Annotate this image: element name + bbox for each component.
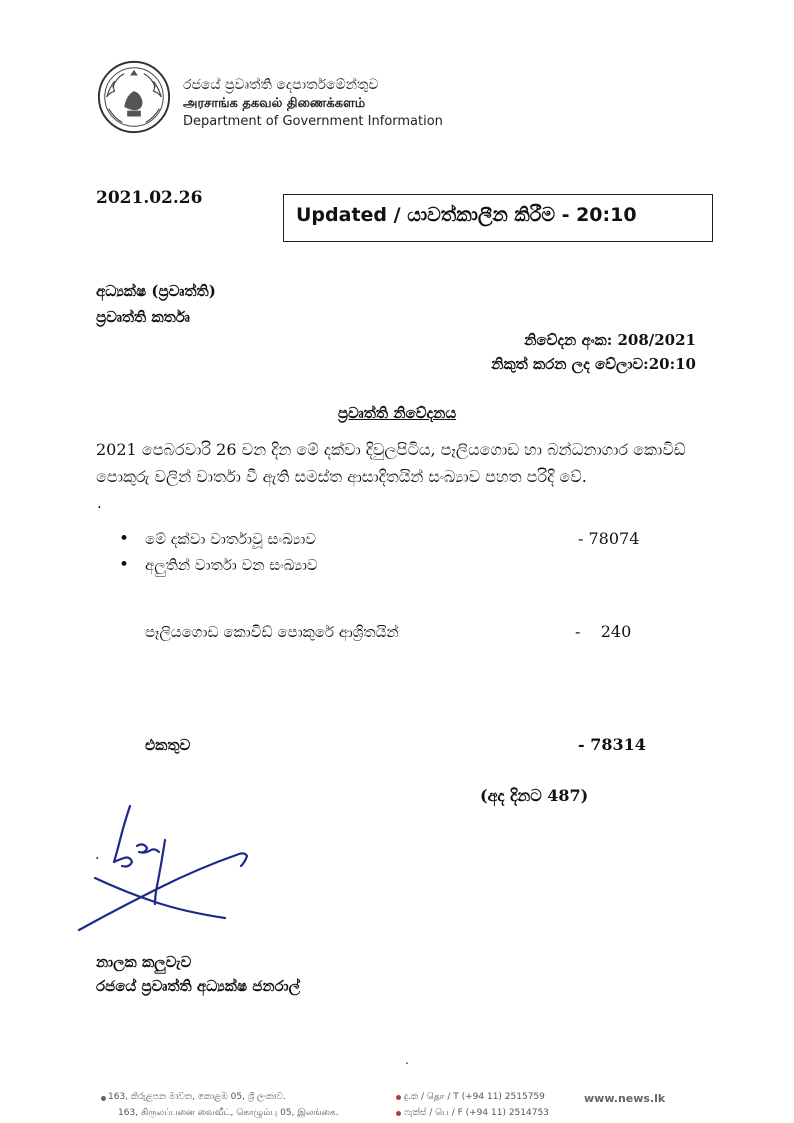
department-name-english: Department of Government Information bbox=[183, 114, 443, 129]
fax-icon bbox=[396, 1111, 401, 1116]
total-label: එකතුව bbox=[145, 736, 191, 754]
stray-dot: . bbox=[97, 494, 102, 512]
footer-telephone: දු.ක / தொ / T (+94 11) 2515759 bbox=[404, 1092, 545, 1102]
release-date: 2021.02.26 bbox=[96, 188, 203, 208]
list-item bbox=[121, 530, 316, 548]
footer-website-link[interactable]: www.news.lk bbox=[584, 1092, 666, 1105]
footer-address-line-1: 163, කිරුළපන මාවත, කොළඹ 05, ශ්‍රී ලංකාව. bbox=[108, 1092, 286, 1102]
signatory-name: නාලක කලුවැව bbox=[96, 953, 192, 971]
list-item-label: මේ දක්වා වාර්තාවූ සංඛ්‍යාව bbox=[145, 530, 317, 548]
footer-bullet-icon bbox=[101, 1096, 106, 1101]
document-heading: ප්‍රවෘත්ති නිවේදනය bbox=[337, 404, 457, 422]
body-paragraph: 2021 පෙබරවාරි 26 වන දින මේ දක්වා දිවුලපිටිය, පෑලියගොඩ හා බන්ධනාගාර කොවිඩ් පොකුරු වලින් වාර්තා වී ඇති සමස්ත ආසාදිතයින් සංඛ්‍යාව පහත පරිදි වේ. bbox=[96, 440, 686, 486]
signature-dot: . bbox=[95, 847, 100, 863]
sri-lanka-emblem-icon bbox=[95, 58, 173, 136]
addressee-line-1: අධ්‍යක්ෂ (ප්‍රවෘත්ති) bbox=[96, 282, 216, 300]
today-count: (අද දිනට 487) bbox=[480, 786, 589, 805]
footer-fax: ෆැක්ස් / பெ / F (+94 11) 2514753 bbox=[404, 1108, 549, 1118]
sub-item-value: - 240 bbox=[575, 622, 632, 641]
signature-image bbox=[75, 800, 265, 950]
update-banner: Updated / යාවත්කාලීන කිරීම - 20:10 bbox=[283, 194, 713, 242]
total-value: - 78314 bbox=[578, 735, 646, 754]
addressee-line-2: ප්‍රවෘත්ති කර්තෘ bbox=[96, 308, 190, 326]
list-item bbox=[121, 556, 318, 574]
department-name-sinhala: රජයේ ප්‍රවෘත්ති දෙපාර්තමේන්තුව bbox=[183, 77, 379, 93]
list-item-value: - 78074 bbox=[578, 529, 640, 548]
signatory-title: රජයේ ප්‍රවෘත්ති අධ්‍යක්ෂ ජනරාල් bbox=[96, 977, 301, 995]
sub-item-label: පෑලියගොඩ කොවිඩ් පොකුරේ ආශ්‍රිතයින් bbox=[145, 623, 399, 641]
issue-time: නිකුත් කරන ලද වේලාව:20:10 bbox=[491, 355, 696, 373]
phone-icon bbox=[396, 1095, 401, 1100]
list-item-label: අලුතින් වාර්තා වන සංඛ්‍යාව bbox=[145, 556, 318, 574]
stray-dot-footer: . bbox=[405, 1053, 409, 1067]
notice-number: නිවේදන අංක: 208/2021 bbox=[524, 331, 696, 349]
footer-address-line-2: 163, கிருலப்பனை வைவீட், கொழும்பு 05, இலங்கை. bbox=[118, 1108, 339, 1118]
department-name-tamil: அரசாங்க தகவல் திணைக்களம் bbox=[183, 96, 366, 111]
